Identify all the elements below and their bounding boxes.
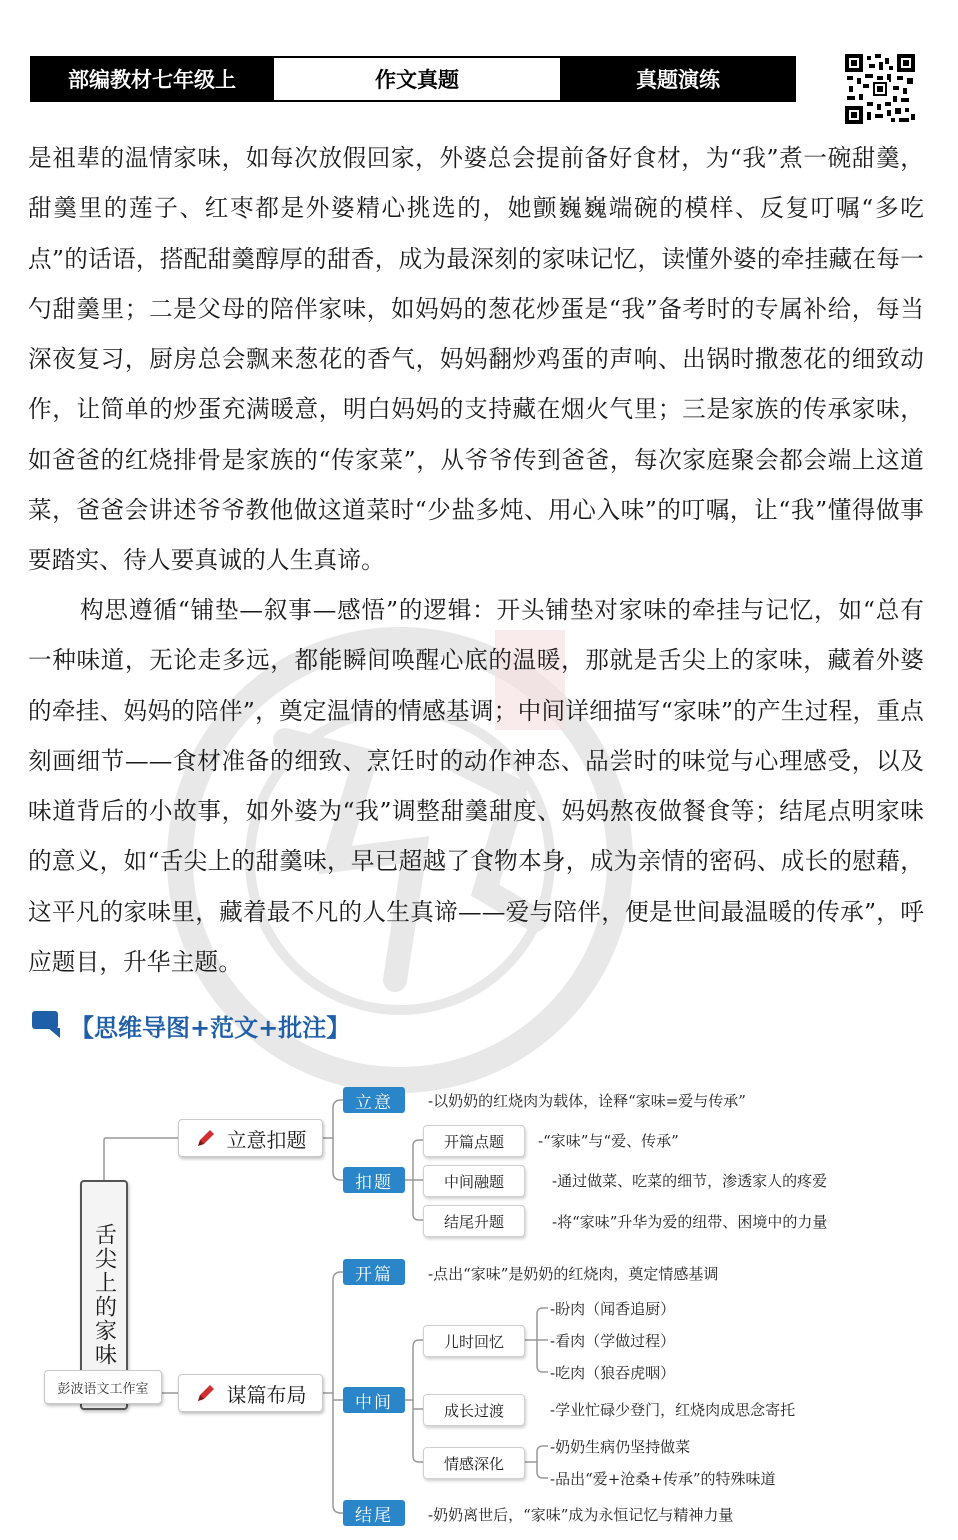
- childhood-item: -盼肉（闻香追厨）: [550, 1300, 676, 1318]
- jiewei-text: -奶奶离世后，“家味”成为永恒记忆与精神力量: [428, 1506, 734, 1524]
- header-section: 真题演练: [562, 58, 794, 100]
- root-title: 舌尖上的家味: [91, 1223, 117, 1367]
- group-growth: 成长过渡: [423, 1394, 525, 1426]
- deepening-item: -奶奶生病仍坚持做菜: [550, 1438, 691, 1456]
- section-title: 【思维导图+范文+批注】: [70, 1013, 351, 1042]
- sub-ending-text: -将“家味”升华为爱的纽带、困境中的力量: [552, 1213, 828, 1231]
- sub-opening: 开篇点题: [423, 1125, 525, 1157]
- childhood-item: -吃肉（狼吞虎咽）: [550, 1364, 676, 1382]
- sub-opening-text: -“家味”与“爱、传承”: [538, 1132, 679, 1150]
- childhood-item: -看肉（学做过程）: [550, 1332, 676, 1350]
- pencil-icon: [195, 1382, 217, 1404]
- kaipian-text: -点出“家味”是奶奶的红烧肉，奠定情感基调: [428, 1265, 719, 1283]
- sub-middle: 中间融题: [423, 1165, 525, 1197]
- tag-zhongjian: 中间: [343, 1387, 405, 1413]
- group-deepening: 情感深化: [423, 1447, 525, 1479]
- body-paragraph-1: 是祖辈的温情家味，如每次放假回家，外婆总会提前备好食材，为“我”煮一碗甜羹，甜羹里的莲子、红枣都是外婆精心挑选的，她颤巍巍端碗的模样、反复叮嘱“多吃点”的话语，搭配甜羹醇厚的甜香，成为最深刻的家味记忆，读懂外婆的牵挂藏在每一勺甜羹里；二是父母的陪伴家味，如妈妈的葱花炒蛋是“我”备考时的专属补给，每当深夜复习，厨房总会飘来葱花的香气，妈妈翻炒鸡蛋的声响、出锅时撒葱花的细致动作，让简单的炒蛋充满暖意，明白妈妈的支持藏在烟火气里；三是家族的传承家味，如爸爸的红烧排骨是家族的“传家菜”，从爷爷传到爸爸，每次家庭聚会都会端上这道菜，爸爸会讲述爷爷教他做这道菜时“少盐多炖、用心入味”的叮嘱，让“我”懂得做事要踏实、待人要真诚的人生真谛。: [28, 144, 924, 575]
- branch-theme-label: 立意扣题: [226, 1127, 307, 1152]
- branch-theme: [178, 1119, 323, 1157]
- section-heading: [32, 1005, 350, 1045]
- sub-middle-text: -通过做菜、吃菜的细节，渗透家人的疼爱: [552, 1172, 828, 1190]
- mind-map: [0, 1060, 958, 1540]
- growth-item: -学业忙碌少登门，红烧肉成思念寄托: [550, 1401, 796, 1419]
- speech-bubble-icon: [32, 1011, 64, 1039]
- branch-structure-label: 谋篇布局: [226, 1382, 307, 1407]
- studio-label: 彭波语文工作室: [44, 1370, 162, 1404]
- header-title: 作文真题: [272, 58, 562, 100]
- body-paragraph-2: 构思遵循“铺垫—叙事—感悟”的逻辑：开头铺垫对家味的牵挂与记忆，如“总有一种味道，无论走多远，都能瞬间唤醒心底的温暖，那就是舌尖上的家味，藏着外婆的牵挂、妈妈的陪伴”，奠定温情的情感基调；中间详细描写“家味”的产生过程，重点刻画细节——食材准备的细致、烹饪时的动作神态、品尝时的味觉与心理感受，以及味道背后的小故事，如外婆为“我”调整甜羹甜度、妈妈熬夜做餐食等；结尾点明家味的意义，如“舌尖上的甜羹味，早已超越了食物本身，成为亲情的密码、成长的慰藉，这平凡的家味里，藏着最不凡的人生真谛——爱与陪伴，便是世间最温暖的传承”，呼应题目，升华主题。: [28, 596, 924, 977]
- liyi-text: -以奶奶的红烧肉为载体，诠释“家味=爱与传承”: [428, 1092, 746, 1110]
- group-childhood: 儿时回忆: [423, 1325, 525, 1357]
- pencil-icon: [195, 1127, 217, 1149]
- tag-liyi: 立意: [343, 1087, 405, 1113]
- deepening-item: -品出“爱+沧桑+传承”的特殊味道: [550, 1470, 776, 1488]
- tag-jiewei: 结尾: [343, 1500, 405, 1526]
- sub-ending: 结尾升题: [423, 1205, 525, 1237]
- tag-kouti: 扣题: [343, 1167, 405, 1193]
- header-grade: 部编教材七年级上: [32, 58, 272, 100]
- header-bar: [30, 56, 796, 102]
- branch-structure: [178, 1374, 323, 1412]
- qr-code-icon: [845, 54, 915, 124]
- tag-kaipian: 开篇: [343, 1259, 405, 1285]
